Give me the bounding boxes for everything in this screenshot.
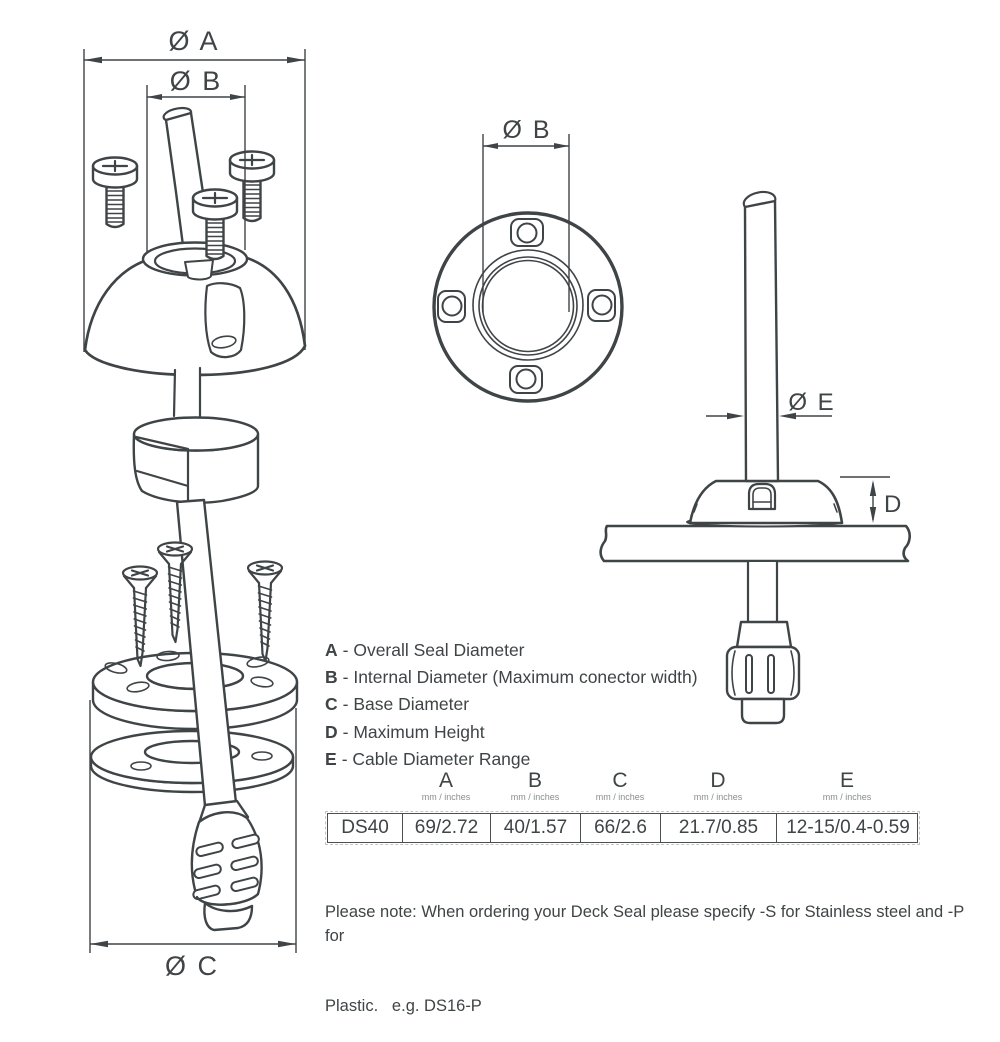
legend-letter-b: B [325,667,338,688]
header-col-c [580,770,660,803]
top-view [434,213,622,401]
legend-letter-e: E [325,748,337,769]
label-internal-diameter-top: Ø B [502,116,552,144]
deck-panel [601,526,910,561]
header-col-e [776,770,918,803]
legend-item-b [325,664,698,691]
connector-boot [192,801,262,930]
table-header [327,770,918,803]
legend-letter-d: D [325,721,338,742]
legend-text-e: - Cable Diameter Range [341,748,531,769]
legend-item-d [325,719,698,746]
header-letter-e: E [839,769,854,792]
header-unit-c: mm / inches [595,792,645,802]
dome-cap [85,243,305,376]
header-col-b [490,770,580,803]
legend-item-e [325,746,698,773]
order-note-line2: Plastic. e.g. DS16-P [325,997,482,1015]
label-cable-diameter: Ø E [788,389,836,416]
header-letter-b: B [527,769,542,792]
cable-side [744,192,778,481]
header-unit-b: mm / inches [510,792,560,802]
cell-value-e: 12-15/0.4-0.59 [786,817,910,838]
split-collet [134,418,258,505]
header-spacer [327,770,402,803]
label-overall-diameter: Ø A [168,26,220,56]
legend-text-c: - Base Diameter [342,694,470,715]
cell-value-a: 69/2.72 [403,814,491,842]
exploded-view [85,108,305,930]
gasket-ring [91,731,293,792]
label-max-height: D [884,491,902,518]
dome-clip [749,484,775,509]
header-col-a [402,770,490,803]
legend [325,637,698,773]
order-note [325,854,969,1042]
label-internal-diameter-left: Ø B [169,66,223,96]
cell-value-b: 40/1.57 [491,814,581,842]
legend-text-d: - Maximum Height [342,721,485,742]
legend-item-a [325,637,698,664]
header-unit-a: mm / inches [421,792,471,802]
header-unit-e: mm / inches [822,792,872,802]
cell-value-d: 21.7/0.85 [661,814,777,842]
legend-item-c [325,691,698,718]
legend-text-a: - Overall Seal Diameter [342,640,525,660]
legend-letter-c: C [325,694,338,715]
header-letter-c: C [612,769,628,792]
spec-table-row [327,813,918,843]
order-note-line1: Please note: When ordering your Deck Seal please specify -S for Stainless steel and -P for [325,903,969,945]
header-letter-a: A [438,769,453,792]
legend-text-b: - Internal Diameter (Maximum conector width) [342,667,698,688]
cell-model: DS40 [328,814,403,842]
cell-value-c: 66/2.6 [581,814,661,842]
legend-letter-a: A [325,640,338,660]
below-deck-connector [727,562,799,723]
header-letter-d: D [710,769,726,792]
label-base-diameter: Ø C [164,951,220,981]
header-col-d [660,770,776,803]
cable-mid [174,366,200,418]
header-unit-d: mm / inches [693,792,743,802]
